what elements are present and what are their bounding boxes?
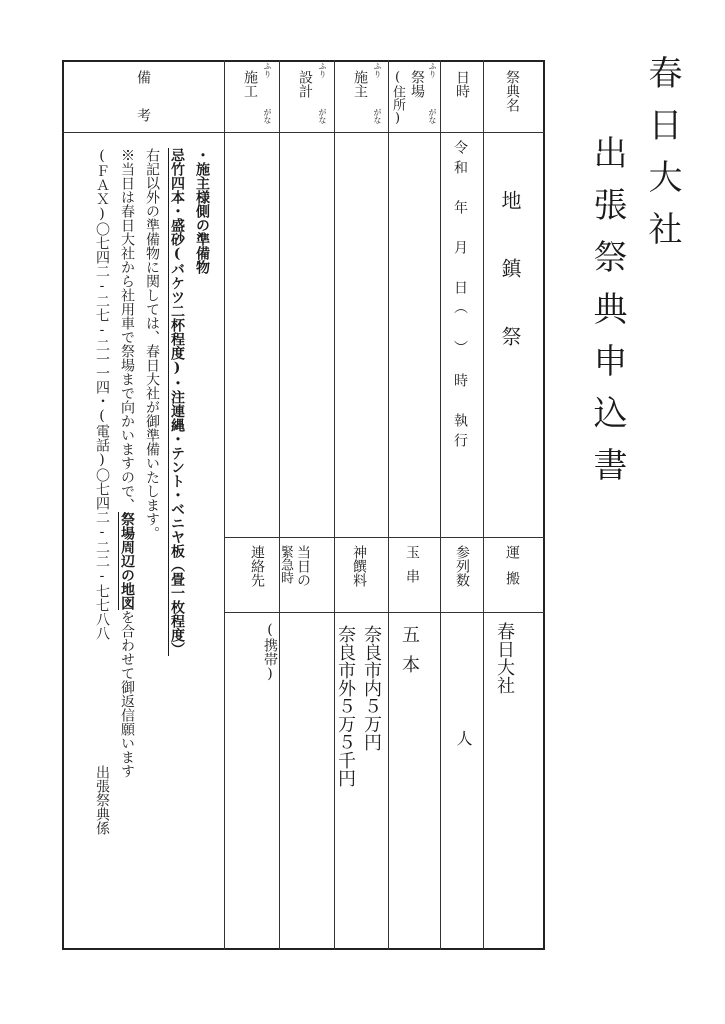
header-attendees: 参列数 xyxy=(454,545,470,587)
header-emergency-1: 当日の xyxy=(295,545,311,587)
divider xyxy=(334,60,335,950)
remarks-heading: ・施主様側の準備物 xyxy=(194,148,210,274)
furigana: ふり xyxy=(318,62,327,78)
furigana: ふり xyxy=(373,62,382,78)
offering-in-city: 奈良市内５万円 xyxy=(361,625,382,751)
header-offering: 神饌料 xyxy=(351,545,367,587)
title-shrine-name: 春日大社 xyxy=(642,55,682,263)
furigana: がな xyxy=(373,108,382,124)
header-designer: 設計 xyxy=(297,70,313,98)
transport-value: 春日大社 xyxy=(494,622,515,694)
remarks-map-request: 祭場周辺の地図 xyxy=(119,512,135,610)
header-festival-name: 祭典名 xyxy=(504,70,520,112)
emergency-mobile-label: (携帯) xyxy=(262,622,278,682)
remarks-note: 右記以外の準備物に関しては、春日大社が御準備いたします。 xyxy=(144,148,160,540)
lower-header-divider xyxy=(224,612,545,613)
remarks-transport-note-c: を合わせて御返信願います xyxy=(119,610,135,778)
remarks-transport-note-a: ※当日は春日大社から社用車で祭場まで向かいますので、 xyxy=(119,148,135,512)
header-emergency-2: 緊急時 xyxy=(278,545,293,584)
datetime-value: 令和 年 月 日（ ） 時 執行 xyxy=(452,140,468,453)
header-remarks: 備考 xyxy=(135,70,151,146)
divider xyxy=(440,60,441,950)
tamagushi-value: 五本 xyxy=(399,625,420,685)
furigana: がな xyxy=(318,108,327,124)
document-title xyxy=(585,55,695,615)
furigana: ふり xyxy=(428,62,437,78)
divider xyxy=(388,60,389,950)
remarks-transport-note xyxy=(120,148,134,778)
header-sponsor: 施主 xyxy=(352,70,368,98)
header-tamagushi: 玉串 xyxy=(404,545,420,593)
header-venue: 祭場 xyxy=(409,70,425,98)
offering-out-city: 奈良市外５万５千円 xyxy=(335,625,356,787)
header-transport: 運搬 xyxy=(504,545,520,597)
furigana: ふり xyxy=(263,62,272,78)
furigana: がな xyxy=(428,108,437,124)
section-divider xyxy=(224,537,545,538)
header-emergency-3: 連絡先 xyxy=(249,545,265,587)
divider xyxy=(483,60,484,950)
title-form-name: 出張祭典申込書 xyxy=(587,135,627,499)
header-datetime: 日時 xyxy=(454,70,470,98)
remarks-signature: 出張祭典係 xyxy=(94,765,110,835)
header-venue-address: (住所) xyxy=(390,70,405,126)
festival-name-value: 地鎮祭 xyxy=(498,190,522,394)
attendees-unit: 人 xyxy=(454,730,473,746)
remarks-items: 忌竹四本・盛砂(バケツ二杯程度)・注連縄・テント・ベニヤ板（畳一枚程度） xyxy=(169,148,185,656)
remarks-contact: (ＦＡＸ)〇七四二‐二七‐二一一四・(電話)〇七四二‐二二‐七七八八 xyxy=(94,148,110,640)
furigana: がな xyxy=(263,108,272,124)
header-builder: 施工 xyxy=(242,70,258,98)
divider xyxy=(224,60,225,950)
divider xyxy=(279,60,280,950)
